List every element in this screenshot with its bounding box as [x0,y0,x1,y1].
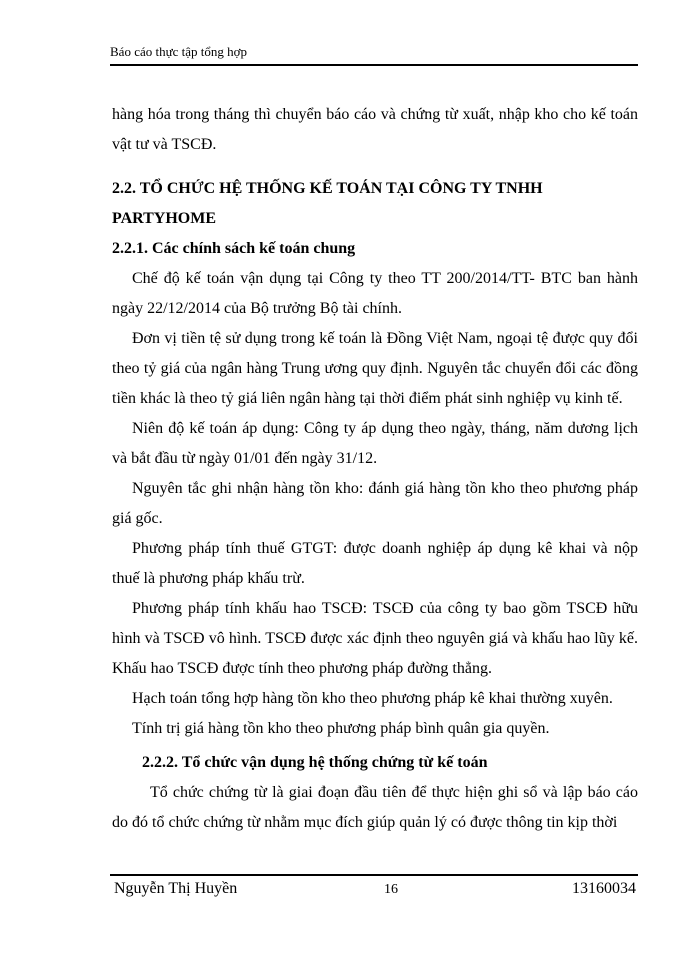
closing-paragraph: Tổ chức chứng từ là giai đoạn đầu tiên để thực hiện ghi sổ và lập báo cáo do đó tổ chức chứng từ nhằm mục đích giúp quản lý có được thông tin kịp thời [112,784,638,831]
page-header [110,44,638,66]
paragraph: Phương pháp tính khấu hao TSCĐ: TSCĐ của công ty bao gồm TSCĐ hữu hình và TSCĐ vô hình. TSCĐ được xác định theo nguyên giá và khấu hao lũy kế. Khấu hao TSCĐ được tính theo phương pháp đường thẳng. [112,600,638,677]
page-footer [110,874,638,912]
footer-author: Nguyễn Thị Huyền [114,880,238,897]
section-title: 2.2. TỔ CHỨC HỆ THỐNG KẾ TOÁN TẠI CÔNG TY TNHH PARTYHOME [112,180,543,227]
paragraph: Nguyên tắc ghi nhận hàng tồn kho: đánh giá hàng tồn kho theo phương pháp giá gốc. [112,480,638,527]
paragraph: Tính trị giá hàng tồn kho theo phương pháp bình quân gia quyền. [132,720,550,737]
subsection-1-title: 2.2.1. Các chính sách kế toán chung [112,240,356,257]
paragraph: Đơn vị tiền tệ sử dụng trong kế toán là Đồng Việt Nam, ngoại tệ được quy đổi theo tỷ giá của ngân hàng Trung ương quy định. Nguyên tắc chuyển đổi các đồng tiền khác là theo tỷ giá liên ngân hàng tại thời điểm phát sinh nghiệp vụ kinh tế. [112,330,638,407]
paragraph: Niên độ kế toán áp dụng: Công ty áp dụng theo ngày, tháng, năm dương lịch và bắt đầu từ ngày 01/01 đến ngày 31/12. [112,420,638,467]
footer-page-number: 16 [384,882,398,897]
page-body [112,100,638,838]
footer-student-id: 13160034 [572,880,636,897]
intro-paragraph: hàng hóa trong tháng thì chuyển báo cáo và chứng từ xuất, nhập kho cho kế toán vật tư và TSCĐ. [112,106,638,153]
subsection-2-title: 2.2.2. Tổ chức vận dụng hệ thống chứng từ kế toán [142,754,488,771]
header-title: Báo cáo thực tập tổng hợp [110,44,248,59]
paragraph: Phương pháp tính thuế GTGT: được doanh nghiệp áp dụng kê khai và nộp thuế là phương pháp khấu trừ. [112,540,638,587]
paragraph: Hạch toán tổng hợp hàng tồn kho theo phương pháp kê khai thường xuyên. [132,690,613,707]
paragraph: Chế độ kế toán vận dụng tại Công ty theo TT 200/2014/TT- BTC ban hành ngày 22/12/2014 của Bộ trưởng Bộ tài chính. [112,270,638,317]
